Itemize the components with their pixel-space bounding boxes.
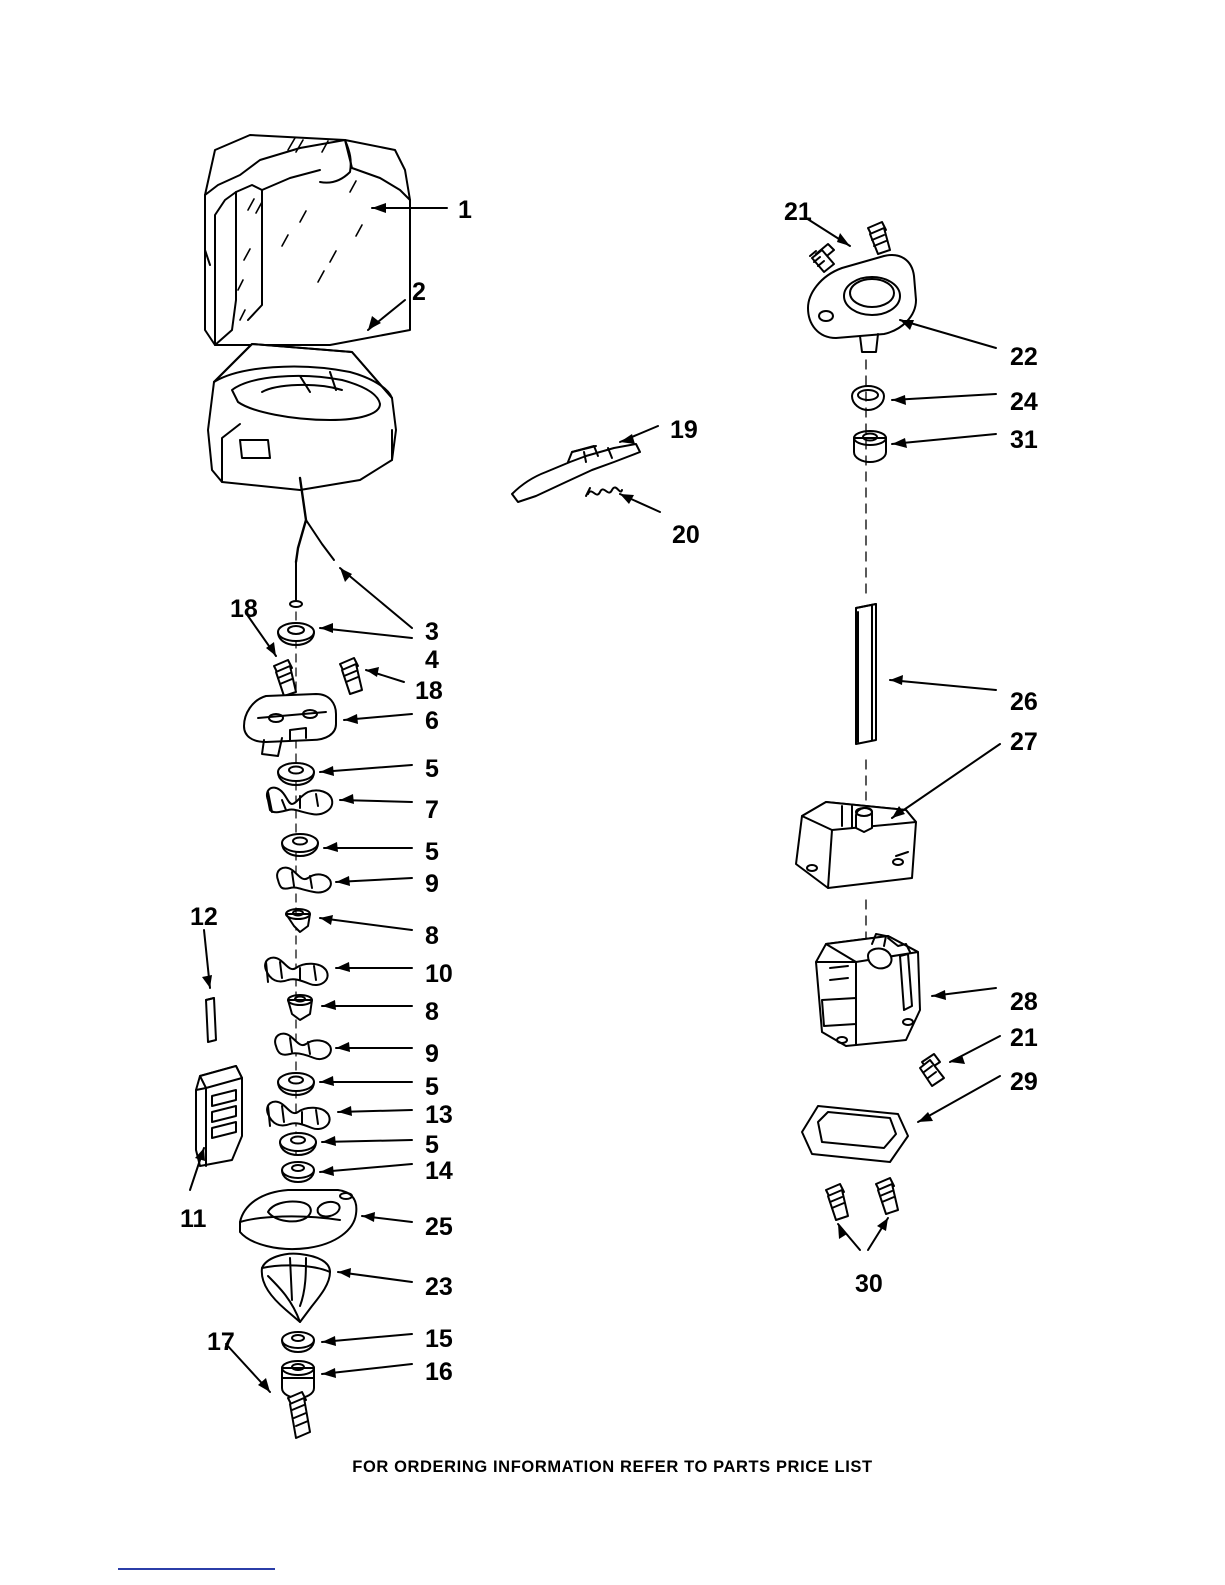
leader-25 xyxy=(362,1212,412,1222)
leader-20 xyxy=(620,494,660,512)
callout-8a: 8 xyxy=(425,922,439,950)
leader-31 xyxy=(892,434,996,448)
callout-5a: 5 xyxy=(425,755,439,783)
callout-19: 19 xyxy=(670,416,698,444)
part-auger-blade-13 xyxy=(267,1102,330,1129)
part-gasket-seal xyxy=(802,1106,908,1162)
part-auger-bottom-cone xyxy=(262,1254,330,1322)
leader-19 xyxy=(620,426,658,444)
ordering-information-note: FOR ORDERING INFORMATION REFER TO PARTS PRICE LIST xyxy=(352,1458,873,1476)
callout-9b: 9 xyxy=(425,1040,439,1068)
part-auger-top-bracket xyxy=(244,694,336,756)
part-auger-spacer-9b xyxy=(275,1034,331,1059)
callout-3: 3 xyxy=(425,618,439,646)
callout-16: 16 xyxy=(425,1358,453,1386)
callout-17: 17 xyxy=(207,1328,235,1356)
callout-24: 24 xyxy=(1010,388,1038,416)
callout-30: 30 xyxy=(855,1270,883,1298)
part-washer-5c xyxy=(278,1073,314,1095)
leader-28 xyxy=(932,988,996,1000)
part-ice-crusher-plate xyxy=(240,1190,356,1249)
part-bushing-4 xyxy=(278,623,314,645)
part-screw-18-right xyxy=(340,658,362,694)
callout-20: 20 xyxy=(672,521,700,549)
part-auger-drive-motor xyxy=(816,934,920,1046)
part-washer-14 xyxy=(282,1162,314,1182)
callout-6: 6 xyxy=(425,707,439,735)
leader-22 xyxy=(900,320,996,348)
callout-25: 25 xyxy=(425,1213,453,1241)
leader-15 xyxy=(322,1334,412,1346)
callout-12: 12 xyxy=(190,903,218,931)
leader-23 xyxy=(338,1268,412,1282)
callout-26: 26 xyxy=(1010,688,1038,716)
part-bushing-31 xyxy=(854,431,886,462)
callout-2: 2 xyxy=(412,278,426,306)
callout-27: 27 xyxy=(1010,728,1038,756)
leader-9b xyxy=(336,1042,412,1052)
leader-26 xyxy=(890,675,996,690)
part-spring xyxy=(586,487,622,496)
leader-7 xyxy=(340,794,412,804)
part-screw-30 xyxy=(826,1178,898,1220)
callout-29: 29 xyxy=(1010,1068,1038,1096)
leader-13 xyxy=(338,1106,412,1116)
part-washer-15 xyxy=(282,1332,314,1352)
leader-8a xyxy=(320,915,412,930)
leader-21-top xyxy=(806,218,850,246)
leader-5c xyxy=(320,1076,412,1086)
callout-7: 7 xyxy=(425,796,439,824)
leader-5a xyxy=(320,765,412,776)
part-washer-24 xyxy=(852,386,884,410)
callout-21-bottom: 21 xyxy=(1010,1024,1038,1052)
leader-5b xyxy=(324,842,412,852)
callout-28: 28 xyxy=(1010,988,1038,1016)
callout-23: 23 xyxy=(425,1273,453,1301)
callout-18-right: 18 xyxy=(415,677,443,705)
leader-24 xyxy=(892,394,996,405)
leader-10 xyxy=(336,962,412,972)
part-screw-17 xyxy=(288,1392,310,1438)
callout-5b: 5 xyxy=(425,838,439,866)
leader-21-bottom xyxy=(950,1036,1000,1064)
callout-21-top: 21 xyxy=(784,198,812,226)
callout-11: 11 xyxy=(180,1205,207,1233)
part-washer-8b xyxy=(288,995,312,1020)
leader-4 xyxy=(320,623,412,638)
callout-9a: 9 xyxy=(425,870,439,898)
leader-6 xyxy=(344,714,412,724)
callout-1: 1 xyxy=(458,196,472,224)
leader-27 xyxy=(892,744,1000,818)
part-bushing-16 xyxy=(282,1361,314,1398)
part-screw-18-left xyxy=(274,660,296,696)
callout-4: 4 xyxy=(425,646,439,674)
callout-8b: 8 xyxy=(425,998,439,1026)
leader-14 xyxy=(320,1164,412,1176)
leader-8b xyxy=(322,1000,412,1010)
leader-5d xyxy=(322,1136,412,1146)
part-pin-12 xyxy=(206,998,216,1042)
part-screw-21-bottom xyxy=(920,1054,944,1086)
callout-15: 15 xyxy=(425,1325,453,1353)
part-drive-shaft xyxy=(856,604,876,744)
leader-30 xyxy=(838,1218,888,1250)
bottom-divider xyxy=(118,1568,275,1570)
leader-3 xyxy=(340,568,412,628)
callout-13: 13 xyxy=(425,1101,453,1129)
leader-12 xyxy=(202,930,212,988)
callout-5c: 5 xyxy=(425,1073,439,1101)
part-auger-spacer-9a xyxy=(277,868,331,893)
callout-31: 31 xyxy=(1010,426,1038,454)
part-container-front-housing xyxy=(208,344,396,607)
callout-18-left: 18 xyxy=(230,595,258,623)
part-washer-5a xyxy=(278,763,314,785)
leader-18-right xyxy=(366,667,404,682)
part-washer-5b xyxy=(282,834,318,856)
callout-10: 10 xyxy=(425,960,453,988)
part-auger-blade-7 xyxy=(267,788,332,815)
callout-5d: 5 xyxy=(425,1131,439,1159)
part-washer-5d xyxy=(280,1133,316,1155)
leader-16 xyxy=(322,1364,412,1378)
part-ice-container-bin xyxy=(205,135,410,345)
leader-9a xyxy=(336,876,412,886)
callout-22: 22 xyxy=(1010,343,1038,371)
part-washer-8a xyxy=(286,909,310,932)
callout-14: 14 xyxy=(425,1157,453,1185)
